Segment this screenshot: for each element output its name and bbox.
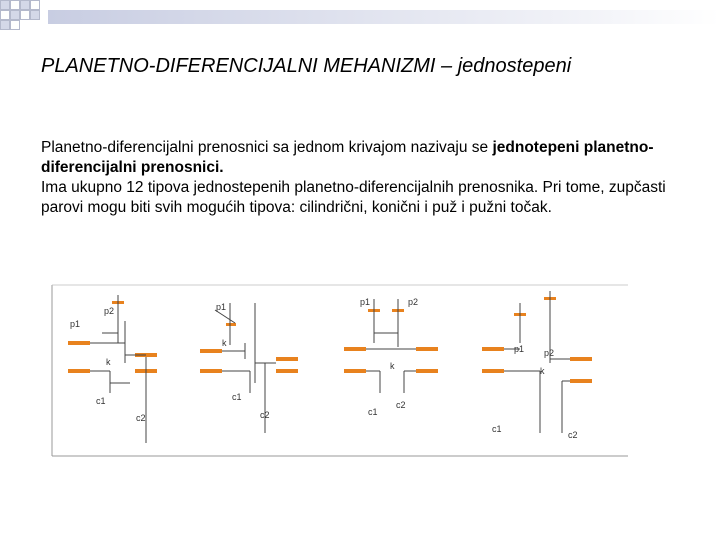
label-c1-v2: c1 bbox=[232, 392, 242, 402]
label-p2-v1: p2 bbox=[104, 306, 115, 316]
label-p2-v4: p2 bbox=[544, 348, 555, 358]
label-k-v2: k bbox=[222, 338, 227, 348]
paragraph-2: Ima ukupno 12 tipova jednostepenih planetno-diferencijalnih prenosnika. Pri tome, zupčasti parovi mogu biti svih mogućih tipova: cilindrični, konični i puž i pužni točak. bbox=[41, 179, 666, 216]
label-c2-v3: c2 bbox=[396, 400, 406, 410]
header-gradient-bar bbox=[48, 10, 720, 24]
label-p1-v2: p1 bbox=[216, 302, 227, 312]
label-c1-v4: c1 bbox=[492, 424, 502, 434]
label-k-v1: k bbox=[106, 357, 111, 367]
gear-schematics-figure bbox=[50, 283, 630, 458]
label-k-v4: k bbox=[540, 366, 545, 376]
schematic-variant-4 bbox=[482, 297, 592, 383]
label-c2-v1: c2 bbox=[136, 413, 146, 423]
paragraph-1 bbox=[41, 138, 681, 178]
label-c1-v3: c1 bbox=[368, 407, 378, 417]
paragraph-1-bold: jednotepeni planetno-diferencijalni prenosnici. bbox=[41, 139, 654, 176]
paragraph-1-text: Planetno-diferencijalni prenosnici sa jednom krivajom nazivaju se bbox=[41, 139, 493, 156]
label-k-v3: k bbox=[390, 361, 395, 371]
schematic-variant-2 bbox=[200, 323, 298, 373]
label-c2-v2: c2 bbox=[260, 410, 270, 420]
label-p1-v1: p1 bbox=[70, 319, 81, 329]
label-p1-v4: p1 bbox=[514, 344, 525, 354]
label-p2-v3: p2 bbox=[408, 297, 419, 307]
label-c2-v4: c2 bbox=[568, 430, 578, 440]
label-c1-v1: c1 bbox=[96, 396, 106, 406]
slide-title: PLANETNO-DIFERENCIJALNI MEHANIZMI – jednostepeni bbox=[41, 55, 572, 77]
label-p1-v3: p1 bbox=[360, 297, 371, 307]
slide-body bbox=[41, 138, 681, 218]
